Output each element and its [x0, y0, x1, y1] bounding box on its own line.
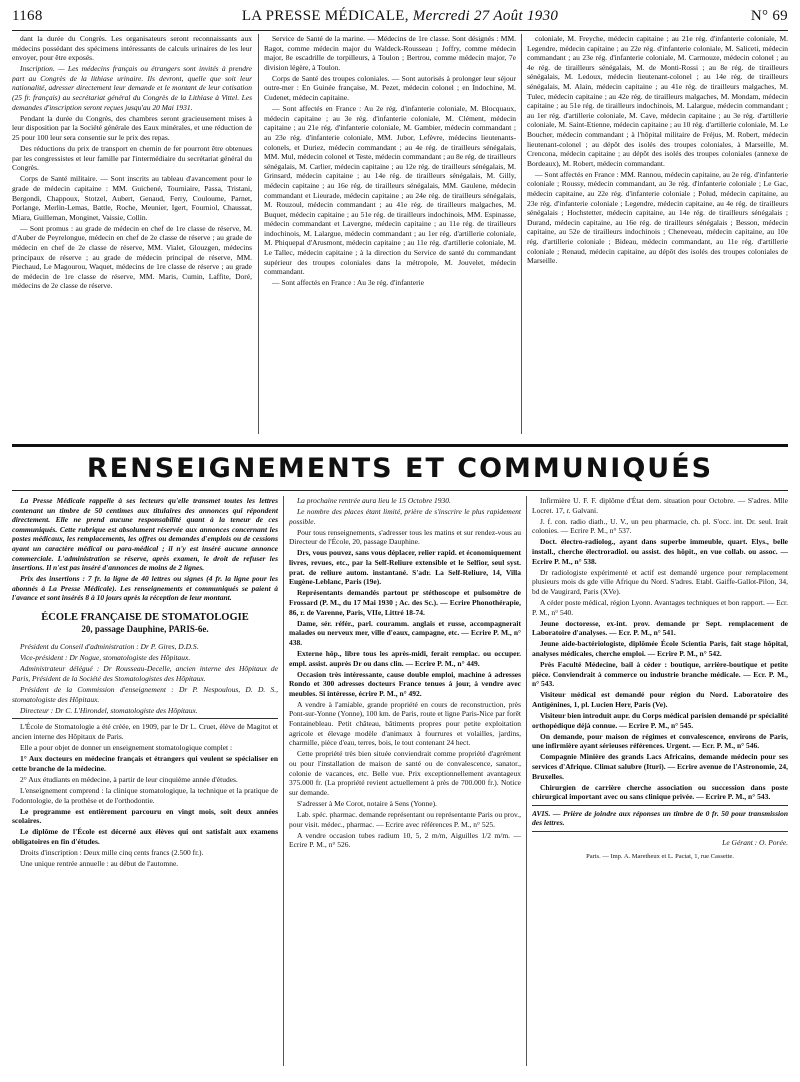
school-name: ÉCOLE FRANÇAISE DE STOMATOLOGIE	[41, 612, 249, 624]
classified-ad: Infirmière U. F. F. diplôme d'État dem. situation pour Octobre. — S'adres. Mlle Locret. 17, r. Galvani.	[532, 496, 788, 515]
classified-ad: S'adresser à Me Corot, notaire à Sens (Yonne).	[297, 798, 437, 808]
divider	[532, 805, 788, 806]
paragraph: Inscription. — Les médecins français ou étrangers sont invités à prendre part au Congrès de la lithiase urinaire. Ils devront, quelle que soit leur nationalité, adresser directement leur demande et le montant de leur cotisation (25 fr. français) au secrétariat général du Congrès de la Lithiase à Vittel. Les demandes d'inscription seront reçues jusqu'au 20 Mai 1931.	[12, 64, 252, 112]
column-divider	[526, 496, 527, 1066]
top-column-3	[527, 34, 788, 440]
avis-notice: AVIS. — Prière de joindre aux réponses un timbre de 0 fr. 50 pour transmission des lettres.	[532, 808, 788, 828]
staff-line: Administrateur délégué : Dr Rousseau-Decelle, ancien interne des Hôpitaux de Paris, Président de la Société des Stomatologistes des Hôpitaux.	[12, 664, 278, 683]
column-divider	[521, 34, 522, 434]
notice-prices: Prix des insertions : 7 fr. la ligne de 40 lettres ou signes (4 fr. la ligne pour les abonnés à La Presse Médicale). Les renseignements et communiqués se paient à l'avance et sont insérés 8 à 10 jours après la réception de leur montant.	[12, 574, 278, 603]
classified-ad: Dame, sér. référ., parl. couramm. anglais et russe, accompagnerait malades ou nerveux mer, ville d'eaux, campagne, etc. — Ecrire P. M., n° 438.	[289, 618, 521, 647]
staff-line: Président du Conseil d'administration : Dr P. Gires, D.D.S.	[20, 642, 199, 652]
header-rule	[12, 30, 788, 31]
classified-ad: Drs, vous pouvez, sans vous déplacer, relier rapid. et économiquement livres, revues, etc., par la Self-Reliure extensible et le Selfior, seul syst. prat. de reliure autom. instantané. S'adr. La Self-Reliure, 14, Villa Eugène-Leblanc, Paris (19e).	[289, 548, 521, 587]
paragraph: Des réductions du prix de transport en chemin de fer pourront être obtenues par les congressistes et leur famille par l'intermédiaire du secrétariat général du Congrès.	[12, 144, 252, 173]
notice-intro: La Presse Médicale rappelle à ses lecteurs qu'elle transmet toutes les lettres contenant un timbre de 50 centimes aux titulaires des annonces qui répondent directement. Elle ne prend aucune responsabilité quant à la teneur de ces communiqués. Cette rubrique est absolument réservée aux annonces concernant les postes médicaux, les remplacements, les offres ou demandes d'emplois ou de cessions ayant un caractère médical ou para-médical ; il n'y est inséré aucune annonce commerciale. L'administration se réserve, après examen, le droit de refuser les insertions. Il n'est pas inséré d'annonces de moins de 2 lignes.	[12, 496, 278, 573]
top-column-2	[264, 34, 516, 440]
paragraph: Pendant la durée du Congrès, des chambres seront gracieusement mises à leur disposition par la Société générale des Eaux minérales, et une réduction de 25 pour 100 leur sera consentie sur le prix des repas.	[12, 113, 252, 142]
staff-line: Président de la Commission d'enseignement : Dr P. Nespoulous, D. D. S., stomatologiste des Hôpitaux.	[12, 685, 278, 704]
bottom-column-1	[12, 496, 278, 1076]
classified-ad: Occasion très intéressante, cause double emploi, machine à adresses Rondo et 300 adresses docteurs France tenues à jour, à vendre avec meubles. Si intéresse, écrire P. M., n° 492.	[289, 669, 521, 698]
paragraph: dant la durée du Congrès. Les organisateurs seront reconnaissants aux médecins possédant des spécimens intéressants de calculs urinaires de les leur envoyer, pour être exposés.	[12, 34, 252, 63]
classified-ad: Compagnie Minière des grands Lacs Africains, demande médecin pour ses services d'Afrique. Climat salubre (Ituri). — Ecrire avenue de l'Astronomie, 24, Bruxelles.	[532, 752, 788, 781]
classified-ad: Lab. spéc. pharmac. demande représentant ou représentante Paris ou prov., pour visit. médec., pharmac. — Ecrire avec références P. M., n° 525.	[289, 809, 521, 829]
section-rule	[12, 444, 788, 447]
staff-line: Vice-président : Dr Nogue, stomatologiste des Hôpitaux.	[20, 653, 191, 663]
classified-ad: Externe hôp., libre tous les après-midi, ferait remplac. ou occuper. empl. assist. auprès Dr ou dans clin. — Ecrire P. M., n° 449.	[289, 648, 521, 668]
staff-line: Directeur : Dr C. L'Hirondel, stomatologiste des Hôpitaux.	[20, 705, 198, 715]
page-header	[12, 6, 788, 30]
classified-ad: J. f. con. radio diath., U. V., un peu pharmacie, ch. pl. S'occ. int. Dr. seul. Irait colonies. — Ecrire P. M., n° 537.	[532, 516, 788, 536]
classified-ad: A céder poste médical, région Lyonn. Avantages techniques et bon rapport. — Ecr. P. M., n° 540.	[532, 597, 788, 617]
classified-ad: A vendre à l'amiable, grande propriété en cours de reconstruction, près Pont-sur-Yonne (Yonne), 100 km. de Paris, route et ligne Paris-Nice par forêt Fontainebleau. Petit château, bâtiments propres pour petite exploitation agricole et élevage modèle d'animaux à fourrures et volailles, jardins, charmille, pièce d'eau, terres, bois, le tout contenant 24 hect.	[289, 699, 521, 748]
issue-number: N° 69	[750, 8, 788, 24]
paragraph: 2° Aux étudiants en médecine, à partir de leur cinquième année d'études.	[20, 774, 238, 784]
classified-ad: Près Faculté Médecine, bail à céder : boutique, arrière-boutique et petite pièce. Conviendrait à commerce ou industrie branche médicale. — Ecr. P. M., n° 543.	[532, 660, 788, 689]
journal-title: LA PRESSE MÉDICALE,	[241, 8, 409, 24]
classified-ad: Cette propriété très bien située conviendrait comme propriété d'agrément ou pour l'installation de maison de santé ou de convalescence, sanator., colonie de vacances, etc. Belle vue. Prix exceptionnellement avantageux 375.000 fr. (La propriété revient actuellement à près de 700.000 fr.). Notice sur demande.	[289, 749, 521, 797]
column-divider	[258, 34, 259, 434]
divider	[12, 718, 278, 719]
top-column-1	[12, 34, 252, 440]
classified-ad: Représentants demandés partout pr stéthoscope et pulsomètre de Frossard (P. M., du 17 Mai 1930 ; Ac. des Sc.). — Ecrire Phonothérapie, 86, r. de Varenne, Paris, VIIe, Littré 18-74.	[289, 588, 521, 617]
paragraph: Corps de Santé des troupes coloniales. — Sont autorisés à prolonger leur séjour outre-mer : En Guinée française, M. Pezet, médecin colonel ; en Indochine, M. Cudenet, médecin capitaine.	[264, 73, 516, 103]
classified-ad: Visiteur bien introduit aupr. du Corps médical parisien demandé pr spécialité orthopédique déjà connue. — Ecrire P. M., n° 545.	[532, 710, 788, 730]
printer-line: Paris. — Imp. A. Maretheux et L. Pactat, 1, rue Cassette.	[586, 852, 734, 860]
paragraph: Une unique rentrée annuelle : au début de l'automne.	[20, 859, 179, 869]
paragraph: L'École de Stomatologie a été créée, en 1909, par le Dr L. Cruet, élève de Magitot et ancien interne des Hôpitaux de Paris.	[12, 722, 278, 741]
paragraph: Le programme est entièrement parcouru en vingt mois, soit deux années scolaires.	[12, 806, 278, 826]
paragraph: — Sont promus : au grade de médecin en chef de 1re classe de réserve, M. d'Auber de Peyrelongue, médecin en chef de 2e classe de réserve ; au grade de médecin en chef de 2e classe de réserve, MM. Vialet, Glouzgen, médecins principaux de réserve ; au grade de médecin principal de réserve, MM. Piechaud, Le Magourou, Waquet, médecins de 1re classe de réserve ; au grade de médecin de 1re classe de réserve, MM. Maris, Cumin, Laffite, Doré, médecins de 2e classe de réserve.	[12, 223, 252, 291]
page-number: 1168	[12, 8, 43, 24]
column-divider	[283, 496, 284, 1066]
journal-title-line	[12, 8, 788, 25]
classified-ad: Doct. électro-radiolog., ayant dans superbe immeuble, quart. Elys., belle install., cherche électroradiol. ou assist. des hôpit., en vue collab. ou assoc. — Ecrire P. M., n° 538.	[532, 537, 788, 566]
divider	[532, 831, 788, 832]
paragraph: coloniale, M. Freyche, médecin capitaine ; au 21e rég. d'infanterie coloniale, M. Legendre, médecin capitaine ; au 22e rég. d'infanterie coloniale, M. Saliceti, médecin commandant ; au 23e rég. d'infanterie coloniale, M. Carmouze, médecin colonel ; au 4e rég. de tirailleurs sénégalais, M. de Monti-Rossi ; au 8e rég. de tirailleurs sénégalais, M. Ledoux, médecin lieutenant-colonel ; au 14e rég. de tirailleurs sénégalais, M. Alain, médecin capitaine ; au 41e rég. de tirailleurs malgaches, M. Tulec, médecin capitaine ; au 42e rég. de tirailleurs malgaches, M. Mondam, médecin capitaine ; au 51e rég. de tirailleurs indochinois, M. Lalargue, médecin commandant ; au 1er rég. d'artillerie coloniale, M. Cave, médecin capitaine ; au 3e rég. d'artillerie coloniale, M. Saint-Etienne, médecin capitaine ; au 10 rég. d'artillerie coloniale, M. Le Boucher, médecin commandant ; à l'hôpital militaire de Fréjus, M. Robert, médecin lieutenant-colonel ; au dépôt des isolés des troupes coloniales, à Marseille, M. Crenconа, médecin capitaine ; au dépôt des isolés des troupes coloniales (annexe de Bordeaux), M. Robert, médecin commandant.	[527, 34, 788, 168]
paragraph: Le nombre des places étant limité, prière de s'inscrire le plus rapidement possible.	[289, 507, 521, 526]
classified-ad: Jeune doctoresse, ex-int. prov. demande pr Sept. remplacement de Laboratoire d'analyses. — Ecr. P. M., n° 541.	[532, 618, 788, 638]
bottom-column-2	[289, 496, 521, 1076]
school-address: 20, passage Dauphine, PARIS-6e.	[81, 623, 209, 634]
paragraph: 1° Aux docteurs en médecine français et étrangers qui veulent se spécialiser en cette branche de la médecine.	[12, 754, 278, 773]
paragraph: Droits d'inscription : Deux mille cinq cents francs (2.500 fr.).	[20, 848, 204, 857]
classified-ad: A vendre occasion tubes radium 10, 5, 2 m/m, Aiguilles 1/2 m/m. — Ecrire P. M., n° 526.	[289, 830, 521, 850]
classified-ad: Chirurgien de carrière cherche association ou succession dans poste chirurgical important avec ou sans clinique privée. — Ecrire P. M., n° 543.	[532, 782, 788, 802]
paragraph: Le diplôme de l'École est décerné aux élèves qui ont satisfait aux examens obligatoires en fin d'études.	[12, 827, 278, 846]
gerant-line: Le Gérant : O. Porée.	[722, 838, 788, 847]
bottom-column-3	[532, 496, 788, 1076]
paragraph: Elle a pour objet de donner un enseignement stomatologique complet :	[20, 743, 233, 753]
paragraph: La prochaine rentrée aura lieu le 15 Octobre 1930.	[297, 496, 451, 505]
banner-rule	[12, 490, 788, 491]
paragraph: — Sont affectés en France : MM. Rannou, médecin capitaine, au 2e rég. d'infanterie coloniale ; Roussy, médecin commandant, au 3e rég. d'infanterie coloniale ; Le Gac, médecin capitaine, au 22e rég. d'infanterie coloniale ; Polud, médecin capitaine, au 23e rég. d'infanterie coloniale ; Legendre, médecin capitaine, au 4e rég. de tirailleurs sénégalais ; Hochstetter, médecin capitaine, au 14e rég. de tirailleurs sénégalais ; Durand, médecin capitaine, au 16e rég. de tirailleurs sénégalais ; Besson, médecin capitaine, au 52e de tirailleurs indochinois ; Cheneveau, médecin capitaine, au 10e rég. d'artillerie coloniale ; Bideau, médecin commandant, au 11e rég. d'artillerie coloniale ; Renaud, médecin capitaine, au dépôt des isolés des troupes coloniales de Marseille.	[527, 169, 788, 266]
section-banner: RENSEIGNEMENTS ET COMMUNIQUÉS	[86, 453, 714, 484]
classified-ad: Jeune aide-bactériologiste, diplômée École Scientia Paris, fait stage hôpital, analyses médicales, cherche emploi. — Ecrire P. M., n° 542.	[532, 639, 788, 658]
classified-ad: On demande, pour maison de régimes et convalescence, environs de Paris, une infirmière ayant sérieuses références. Urgent. — Ecr. P. M., n° 546.	[532, 731, 788, 751]
classified-ad: Visiteur médical est demandé pour région du Nord. Laboratoire des Antigénines, 1, pl. Lucien Herr, Paris (Ve).	[532, 690, 788, 709]
paragraph: — Sont affectés en France : Au 2e rég. d'infanterie coloniale, M. Blocquaux, médecin capitaine ; au 3e rég. d'infanterie coloniale, M. Clément, médecin capitaine ; au 21e rég. d'infanterie coloniale, M. Gambier, médecin commandant ; au 23e rég. d'infanterie coloniale, MM. Jubor, Lefèvre, médecins lieutenants-colonels, et Duriez, médecin commandant ; au 4e rég. de tirailleurs sénégalais, MM. Mul, médecin colonel et Teste, médecin commandant ; au 8e rég. de tirailleurs sénégalais, M. Carlier, médecin capitaine ; au 12e rég. de tirailleurs sénégalais, M. Grinsard, médecin capitaine ; au 14e rég. de tirailleurs sénégalais, M. Gilly, médecin capitaine ; au 16e rég. de tirailleurs sénégalais, MM. Gaulene, médecin commandant et Lieurade, médecin capitaine ; au 24e rég. de tirailleurs sénégalais, M. Rouzoul, médecin commandant ; au 41e rég. de tirailleurs malgaches, M. Buquet, médecin capitaine ; au 51e rég. de tirailleurs indochinois, MM. Espinasse, médecin commandant et Lavergne, médecin capitaine ; au 11e rég. de tirailleurs indochinois, M. Lalargue, médecin commandant ; au 1er rég. d'artillerie coloniale, M. Phiquepal d'Arusmont, médecin capitaine ; au 11e rég. d'artillerie coloniale, M. Le Tallec, médecin capitaine ; à la direction du Service de santé du commandant supérieur des troupes coloniales dans la métropole, M. Jouvelet, médecin commandant.	[264, 104, 516, 277]
paragraph: L'enseignement comprend : la clinique stomatologique, la technique et la pratique de l'odontologie, de la prothèse et de l'orthodontie.	[12, 785, 278, 805]
issue-date: Mercredi 27 Août 1930	[412, 8, 559, 24]
classified-ad: Dr radiologiste expérimenté et actif est demandé urgence pour remplacement plusieurs mois ds gde ville Afrique du Nord. S'adres. Etabl. Gaiffe-Gallot-Pilon, 34, bd de Vaugirard, Paris (XVe).	[532, 567, 788, 596]
paragraph: Pour tous renseignements, s'adresser tous les matins et sur rendez-vous au Directeur de l'École, 20, passage Dauphine.	[289, 527, 521, 547]
paragraph: Service de Santé de la marine. — Médecins de 1re classe. Sont désignés : MM. Ragot, comme médecin major du Waldeck-Rousseau ; Joffry, comme médecin major, 8e escadrille de torpilleurs, à Toulon ; Bertrou, comme médecin major, 7e division légère, à Toulon.	[264, 34, 516, 72]
paragraph: Corps de Santé militaire. — Sont inscrits au tableau d'avancement pour le grade de médecin capitaine : MM. Guichené, Tourniaire, Passa, Tristani, Bergondi, Chappoux, Stotzel, Aubert, Genaud, Ferry, Couloume, Parnet, Porlange, Merlin-Lemas, Battle, Roche, Meunier, Igert, Fourniol, Chaussat, Miara, Guilleman, Monginet, Vaissie, Collin.	[12, 174, 252, 222]
paragraph: — Sont affectés en France : Au 3e rég. d'infanterie	[272, 278, 424, 288]
